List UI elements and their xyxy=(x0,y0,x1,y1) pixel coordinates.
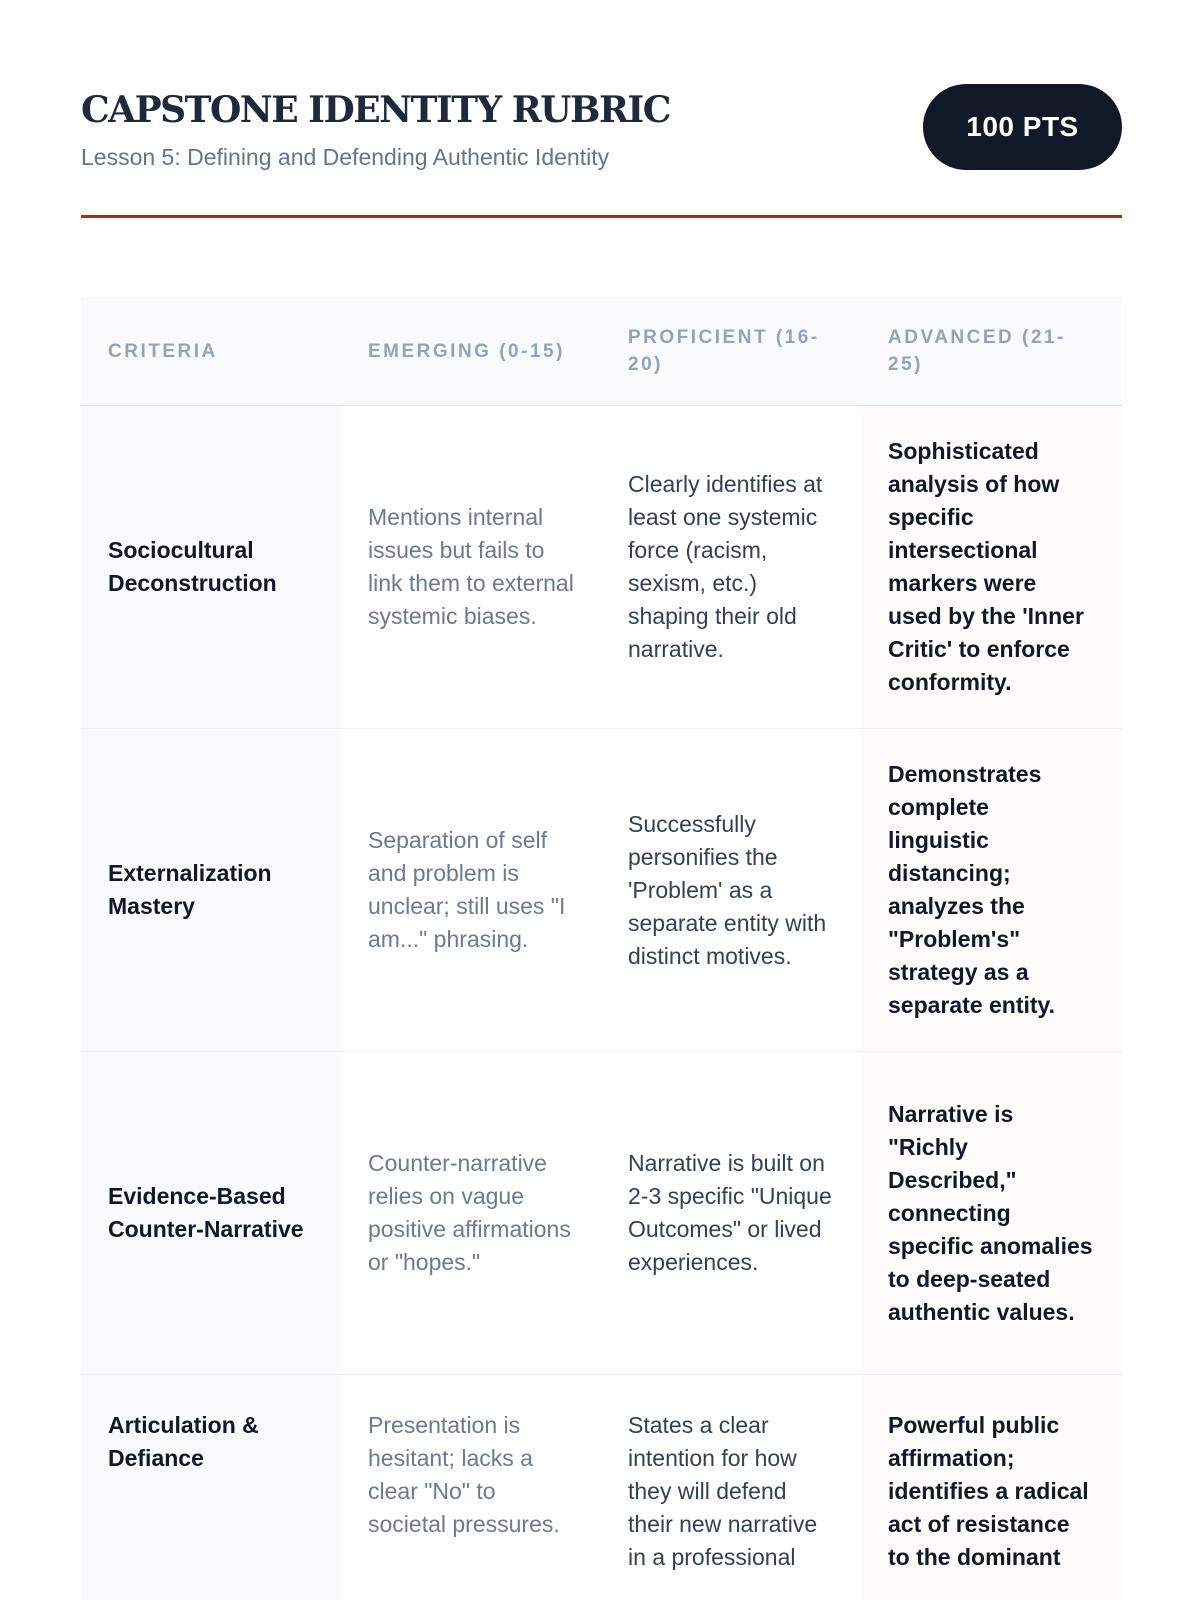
table-row xyxy=(81,406,1122,729)
proficient-cell: Clearly identifies at least one systemic force (racism, sexism, etc.) shaping their old narrative. xyxy=(601,406,861,729)
rubric-table xyxy=(81,297,1122,1600)
criteria-cell: Articulation & Defiance xyxy=(81,1375,341,1600)
column-header-proficient: PROFICIENT (16-20) xyxy=(601,297,861,406)
page-subtitle: Lesson 5: Defining and Defending Authentic Identity xyxy=(81,144,610,170)
page-title: CAPSTONE IDENTITY RUBRIC xyxy=(81,89,670,131)
table-row xyxy=(81,1052,1122,1375)
emerging-cell: Mentions internal issues but fails to link them to external systemic biases. xyxy=(341,406,601,729)
rubric-table-header xyxy=(81,297,1122,406)
page-header xyxy=(81,84,1122,218)
criteria-cell: Sociocultural Deconstruction xyxy=(81,406,341,729)
proficient-cell: Successfully personifies the 'Problem' as a separate entity with distinct motives. xyxy=(601,729,861,1052)
header-row xyxy=(81,297,1122,406)
column-header-emerging: EMERGING (0-15) xyxy=(341,297,601,406)
proficient-cell: States a clear intention for how they will defend their new narrative in a professional xyxy=(601,1375,861,1600)
header-divider xyxy=(81,215,1122,218)
table-row xyxy=(81,1375,1122,1600)
criteria-cell: Evidence-Based Counter-Narrative xyxy=(81,1052,341,1375)
rubric-table-body xyxy=(81,406,1122,1600)
advanced-cell: Narrative is "Richly Described," connecting specific anomalies to deep-seated authentic values. xyxy=(861,1052,1122,1375)
proficient-cell: Narrative is built on 2-3 specific "Unique Outcomes" or lived experiences. xyxy=(601,1052,861,1375)
emerging-cell: Presentation is hesitant; lacks a clear "No" to societal pressures. xyxy=(341,1375,601,1600)
criteria-cell: Externalization Mastery xyxy=(81,729,341,1052)
advanced-cell: Demonstrates complete linguistic distancing; analyzes the "Problem's" strategy as a separate entity. xyxy=(861,729,1122,1052)
column-header-advanced: ADVANCED (21-25) xyxy=(861,297,1122,406)
table-row xyxy=(81,729,1122,1052)
advanced-cell: Sophisticated analysis of how specific intersectional markers were used by the 'Inner Critic' to enforce conformity. xyxy=(861,406,1122,729)
advanced-cell: Powerful public affirmation; identifies a radical act of resistance to the dominant xyxy=(861,1375,1122,1600)
emerging-cell: Separation of self and problem is unclear; still uses "I am..." phrasing. xyxy=(341,729,601,1052)
column-header-criteria: CRITERIA xyxy=(81,297,341,406)
points-badge: 100 PTS xyxy=(923,84,1122,170)
emerging-cell: Counter-narrative relies on vague positive affirmations or "hopes." xyxy=(341,1052,601,1375)
